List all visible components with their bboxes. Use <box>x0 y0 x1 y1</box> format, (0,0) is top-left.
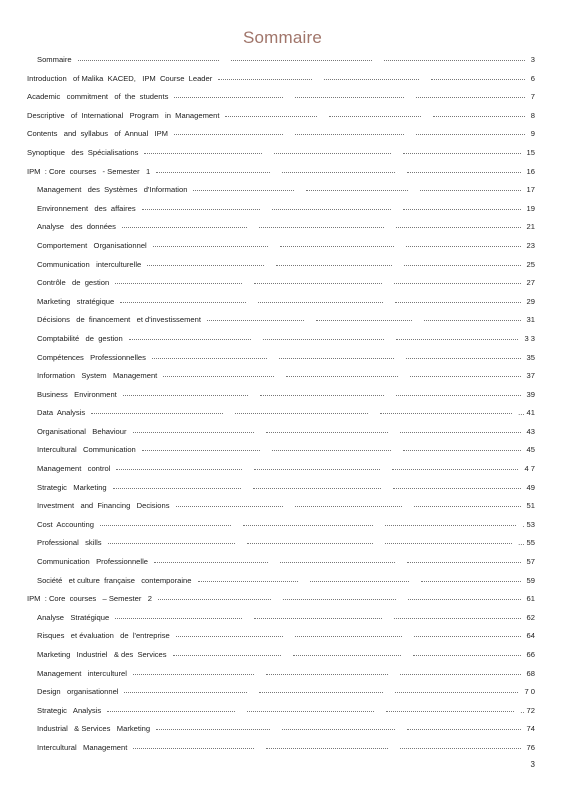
dot-leader <box>156 172 270 173</box>
toc-entry[interactable] <box>0 479 565 498</box>
dot-leader <box>154 562 268 563</box>
toc-entry[interactable] <box>0 646 565 665</box>
dot-leader <box>413 655 521 656</box>
toc-entry-page: 74 <box>526 724 535 734</box>
dot-leader <box>407 562 521 563</box>
dot-leader <box>407 729 521 730</box>
dot-leader <box>254 283 381 284</box>
dot-leader <box>124 692 247 693</box>
dot-leader <box>393 488 521 489</box>
dot-leader <box>107 711 235 712</box>
toc-entry-page: 64 <box>526 631 535 641</box>
toc-entry-label: Analyse Stratégique <box>37 612 110 622</box>
toc-entry[interactable] <box>0 590 565 609</box>
dot-leader <box>158 599 271 600</box>
dot-leader <box>403 153 521 154</box>
toc-entry[interactable] <box>0 218 565 237</box>
toc-entry[interactable] <box>0 163 565 182</box>
toc-entry-page: 43 <box>526 426 535 436</box>
toc-entry[interactable] <box>0 739 565 758</box>
toc-entry-page: 61 <box>526 594 535 604</box>
toc-entry-page: . 53 <box>522 519 535 529</box>
toc-entry[interactable] <box>0 125 565 144</box>
dot-leader <box>406 246 521 247</box>
toc-entry-page: 4 7 <box>524 464 535 474</box>
toc-entry[interactable] <box>0 107 565 126</box>
toc-entry-label: Data Analysis <box>37 408 86 418</box>
dot-leader <box>266 748 387 749</box>
toc-entry-label: Synoptique des Spécialisations <box>27 147 139 157</box>
toc-entry[interactable] <box>0 665 565 684</box>
toc-entry-label: Contrôle de gestion <box>37 278 110 288</box>
toc-entry-label: Academic commitment of the students <box>27 92 169 102</box>
page-number: 3 <box>530 760 535 769</box>
toc-entry[interactable] <box>0 516 565 535</box>
dot-leader <box>122 227 247 228</box>
dot-leader <box>254 469 380 470</box>
dot-leader <box>174 97 283 98</box>
dot-leader <box>407 172 521 173</box>
toc-entry-label: Société et culture française contemporaine <box>37 575 192 585</box>
dot-leader <box>133 432 254 433</box>
dot-leader <box>247 543 374 544</box>
dot-leader <box>414 506 521 507</box>
dot-leader <box>115 618 242 619</box>
dot-leader <box>142 450 260 451</box>
toc-entry-label: Communication interculturelle <box>37 259 142 269</box>
dot-leader <box>276 265 393 266</box>
toc-entry[interactable] <box>0 88 565 107</box>
toc-entry[interactable] <box>0 311 565 330</box>
dot-leader <box>394 283 521 284</box>
dot-leader <box>115 283 242 284</box>
dot-leader <box>421 581 521 582</box>
dot-leader <box>403 209 521 210</box>
toc-entry-label: Compétences Professionnelles <box>37 352 146 362</box>
toc-entry-page: 76 <box>526 742 535 752</box>
toc-entry[interactable] <box>0 683 565 702</box>
toc-entry-label: IPM : Core courses – Semester 2 <box>27 594 152 604</box>
dot-leader <box>410 376 521 377</box>
dot-leader <box>324 79 418 80</box>
dot-leader <box>129 339 251 340</box>
toc-entry-page: 16 <box>526 166 535 176</box>
dot-leader <box>394 618 521 619</box>
toc-entry-label: Analyse des données <box>37 222 116 232</box>
dot-leader <box>406 358 521 359</box>
toc-entry-label: Cost Accounting <box>37 519 94 529</box>
dot-leader <box>176 636 283 637</box>
dot-leader <box>263 339 385 340</box>
toc-entry-page: 29 <box>526 296 535 306</box>
toc-entry-label: Introduction of Malika KACED, IPM Course Leader <box>27 73 213 83</box>
dot-leader <box>295 97 404 98</box>
toc-entry-label: Décisions de financement et d'investissement <box>37 315 201 325</box>
dot-leader <box>198 581 298 582</box>
dot-leader <box>396 339 518 340</box>
dot-leader <box>416 134 525 135</box>
toc-entry[interactable] <box>0 274 565 293</box>
toc-entry-label: Sommaire <box>37 55 72 64</box>
toc-entry[interactable] <box>0 609 565 628</box>
dot-leader <box>385 525 516 526</box>
dot-leader <box>431 79 525 80</box>
dot-leader <box>116 469 242 470</box>
toc-entry-label: Professional skills <box>37 538 102 548</box>
dot-leader <box>173 655 281 656</box>
toc-entry-page: 3 3 <box>524 333 535 343</box>
dot-leader <box>272 450 390 451</box>
toc-entry-label: Industrial & Services Marketing <box>37 724 151 734</box>
toc-entry[interactable] <box>0 51 565 70</box>
dot-leader <box>404 265 521 266</box>
dot-leader <box>133 674 254 675</box>
toc-entry-page: 39 <box>526 389 535 399</box>
toc-entry[interactable] <box>0 70 565 89</box>
dot-leader <box>266 674 387 675</box>
dot-leader <box>280 562 394 563</box>
toc-entry-label: Management control <box>37 464 111 474</box>
dot-leader <box>400 748 521 749</box>
dot-leader <box>123 395 248 396</box>
toc-entry-page: 51 <box>526 501 535 511</box>
dot-leader <box>243 525 374 526</box>
toc-entry-page: 8 <box>530 110 535 120</box>
toc-entry-page: 15 <box>526 147 535 157</box>
toc-entry-label: Descriptive of International Program in Management <box>27 110 220 120</box>
toc-entry[interactable] <box>0 534 565 553</box>
toc-entry-page: ... 41 <box>518 408 535 418</box>
toc-entry-label: Intercultural Management <box>37 742 128 752</box>
toc-entry-label: Investment and Financing Decisions <box>37 501 170 511</box>
dot-leader <box>147 265 264 266</box>
toc-entry-page: 45 <box>526 445 535 455</box>
dot-leader <box>207 320 304 321</box>
toc-entry-page: 27 <box>526 278 535 288</box>
toc-entry-label: IPM : Core courses - Semester 1 <box>27 166 151 176</box>
dot-leader <box>231 60 372 61</box>
dot-leader <box>108 543 235 544</box>
toc-entry[interactable] <box>0 497 565 516</box>
toc-entry-label: Strategic Analysis <box>37 705 102 715</box>
toc-entry-page: 17 <box>526 185 535 195</box>
toc-entry-page: 57 <box>526 557 535 567</box>
dot-leader <box>316 320 413 321</box>
toc-entry-label: Management des Systèmes d'Information <box>37 185 188 195</box>
toc-entry[interactable] <box>0 572 565 591</box>
toc-entry-label: Environnement des affaires <box>37 203 136 213</box>
toc-entry[interactable] <box>0 627 565 646</box>
toc-entry-page: 62 <box>526 612 535 622</box>
dot-leader <box>310 581 410 582</box>
dot-leader <box>272 209 390 210</box>
dot-leader <box>395 692 518 693</box>
dot-leader <box>286 376 397 377</box>
toc-entry-label: Comportement Organisationnel <box>37 240 147 250</box>
dot-leader <box>253 488 381 489</box>
toc-entry[interactable] <box>0 293 565 312</box>
dot-leader <box>416 97 525 98</box>
toc-entry-label: Management interculturel <box>37 668 127 678</box>
dot-leader <box>295 134 404 135</box>
toc-entry-label: Contents and syllabus of Annual IPM <box>27 129 168 139</box>
toc-entry[interactable] <box>0 367 565 386</box>
dot-leader <box>306 190 407 191</box>
toc-entry-page: 7 <box>530 92 535 102</box>
toc-entry-label: Communication Professionnelle <box>37 557 149 567</box>
dot-leader <box>392 469 518 470</box>
toc-entry[interactable] <box>0 330 565 349</box>
toc-entry[interactable] <box>0 441 565 460</box>
toc-entry-page: 37 <box>526 371 535 381</box>
toc-entry-label: Organisational Behaviour <box>37 426 127 436</box>
dot-leader <box>274 153 392 154</box>
dot-leader <box>380 413 512 414</box>
toc-entry-label: Business Environment <box>37 389 117 399</box>
toc-entry[interactable] <box>0 720 565 739</box>
dot-leader <box>78 60 219 61</box>
dot-leader <box>133 748 254 749</box>
dot-leader <box>420 190 521 191</box>
toc-entry[interactable] <box>0 386 565 405</box>
dot-leader <box>120 302 246 303</box>
dot-leader <box>235 413 367 414</box>
dot-leader <box>163 376 274 377</box>
dot-leader <box>403 450 521 451</box>
dot-leader <box>400 674 521 675</box>
toc-entry-page: 66 <box>526 650 535 659</box>
toc-entry-label: Risques et évaluation de l'entreprise <box>37 631 170 641</box>
dot-leader <box>295 506 402 507</box>
dot-leader <box>218 79 312 80</box>
toc-entry-page: 3 <box>530 55 535 64</box>
dot-leader <box>113 488 241 489</box>
toc-entry-page: 25 <box>526 259 535 269</box>
dot-leader <box>91 413 223 414</box>
dot-leader <box>174 134 283 135</box>
dot-leader <box>259 227 384 228</box>
toc-entry-page: 7 0 <box>524 687 535 697</box>
toc-entry-page: 35 <box>526 352 535 362</box>
toc-entry[interactable] <box>0 553 565 572</box>
dot-leader <box>386 711 514 712</box>
dot-leader <box>280 246 395 247</box>
toc-entry-page: 9 <box>530 129 535 139</box>
dot-leader <box>100 525 231 526</box>
dot-leader <box>156 729 270 730</box>
dot-leader <box>153 246 268 247</box>
toc-entry-page: ... 55 <box>518 538 535 548</box>
dot-leader <box>259 692 382 693</box>
toc-entry-page: .. 72 <box>520 705 535 715</box>
toc-entry-page: 59 <box>526 575 535 585</box>
dot-leader <box>279 358 394 359</box>
dot-leader <box>283 599 396 600</box>
dot-leader <box>384 60 525 61</box>
toc-entry-label: Strategic Marketing <box>37 482 107 492</box>
toc-entry-label: Comptabilité de gestion <box>37 333 123 343</box>
dot-leader <box>424 320 521 321</box>
toc-entry-page: 31 <box>526 315 535 325</box>
table-of-contents <box>0 51 565 758</box>
dot-leader <box>329 116 421 117</box>
toc-entry-page: 6 <box>530 73 535 83</box>
dot-leader <box>282 729 396 730</box>
toc-entry-label: Marketing stratégique <box>37 296 115 306</box>
dot-leader <box>433 116 525 117</box>
toc-entry[interactable] <box>0 144 565 163</box>
toc-entry-page: 68 <box>526 668 535 678</box>
toc-entry[interactable] <box>0 349 565 368</box>
toc-entry[interactable] <box>0 702 565 721</box>
toc-entry-label: Intercultural Communication <box>37 445 136 455</box>
toc-entry[interactable] <box>0 404 565 423</box>
dot-leader <box>176 506 283 507</box>
toc-entry-page: 23 <box>526 240 535 250</box>
dot-leader <box>282 172 396 173</box>
dot-leader <box>400 432 521 433</box>
toc-entry[interactable] <box>0 460 565 479</box>
dot-leader <box>152 358 267 359</box>
toc-entry[interactable] <box>0 423 565 442</box>
dot-leader <box>295 636 402 637</box>
dot-leader <box>247 711 375 712</box>
toc-entry-page: 21 <box>526 222 535 232</box>
toc-entry[interactable] <box>0 181 565 200</box>
dot-leader <box>225 116 317 117</box>
dot-leader <box>293 655 401 656</box>
dot-leader <box>193 190 294 191</box>
toc-entry[interactable] <box>0 237 565 256</box>
dot-leader <box>144 153 262 154</box>
dot-leader <box>396 395 521 396</box>
dot-leader <box>408 599 521 600</box>
dot-leader <box>414 636 521 637</box>
dot-leader <box>142 209 260 210</box>
toc-entry[interactable] <box>0 200 565 219</box>
dot-leader <box>258 302 384 303</box>
page-title: Sommaire <box>242 28 323 47</box>
dot-leader <box>266 432 387 433</box>
toc-entry-page: 49 <box>526 482 535 492</box>
dot-leader <box>385 543 512 544</box>
dot-leader <box>254 618 381 619</box>
dot-leader <box>396 227 521 228</box>
toc-entry-page: 19 <box>526 203 535 213</box>
toc-entry-label: Marketing Industriel & des Services <box>37 650 167 659</box>
toc-entry-label: Information System Management <box>37 371 158 381</box>
toc-entry-label: Design organisationnel <box>37 687 119 697</box>
dot-leader <box>395 302 521 303</box>
toc-entry[interactable] <box>0 256 565 275</box>
dot-leader <box>260 395 385 396</box>
